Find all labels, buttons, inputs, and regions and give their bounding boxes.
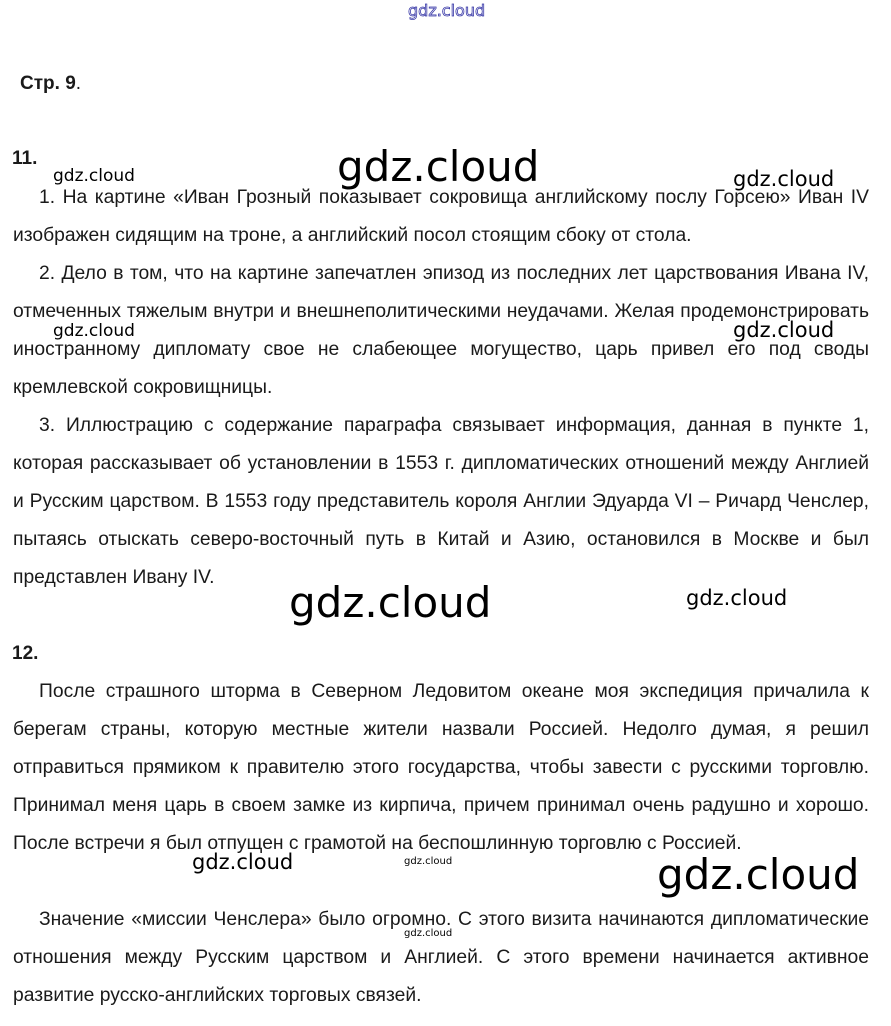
watermark: gdz.cloud [733, 167, 835, 191]
watermark-large: gdz.cloud [289, 578, 492, 627]
task-11-number: 11. [12, 148, 38, 169]
watermark: gdz.cloud [53, 166, 135, 186]
page-title-text: Стр. 9 [20, 73, 76, 94]
watermark-top: gdz.cloud [408, 1, 486, 20]
watermark-tiny: gdz.cloud [404, 856, 453, 867]
task-11-paragraph-3: 3. Иллюстрацию с содержание параграфа связывает информация, данная в пункте 1, которая рассказывает об установлении в 1553 г. дипломатических отношений между Англией и Русским царством. В 1553 году представитель короля Англии Эдуарда VI – Ричард Ченслер, пытаясь отыскать северо-восточный путь в Китай и Азию, остановился в Москве и был представлен Ивану IV. [13, 415, 869, 588]
watermark: gdz.cloud [686, 586, 788, 610]
page-title [20, 73, 81, 95]
task-11-paragraph-2: 2. Дело в том, что на картине запечатлен эпизод из последних лет царствования Ивана IV, отмеченных тяжелым внутри и внешнеполитическими неудачами. Желая продемонстрировать иностранному дипломату свое не слабеющее могущество, царь привел его под своды кремлевской сокровищницы. [13, 263, 869, 398]
watermark-tiny: gdz.cloud [404, 928, 453, 939]
watermark: gdz.cloud [192, 850, 294, 874]
task-12-paragraph-2: Значение «миссии Ченслера» было огромно. С этого визита начинаются дипломатические отношения между Русским царством и Англией. С этого времени начинается активное развитие русско-английских торговых связей. [13, 909, 869, 1006]
page-title-suffix: . [75, 73, 82, 94]
watermark-large: gdz.cloud [337, 142, 540, 191]
task-12-paragraph-1: После страшного шторма в Северном Ледовитом океане моя экспедиция причалила к берегам страны, которую местные жители назвали Россией. Недолго думая, я решил отправиться прямиком к правителю этого государства, чтобы завести с русскими торговлю. Принимал меня царь в своем замке из кирпича, причем принимал очень радушно и хорошо. После встречи я был отпущен с грамотой на беспошлинную торговлю с Россией. [13, 681, 869, 854]
watermark: gdz.cloud [733, 318, 835, 342]
task-12-number: 12. [12, 643, 39, 664]
watermark: gdz.cloud [53, 321, 135, 341]
watermark-large: gdz.cloud [657, 850, 860, 899]
task-11-paragraph-1: 1. На картине «Иван Грозный показывает сокровища английскому послу Горсею» Иван IV изображен сидящим на троне, а английский посол стоящим сбоку от стола. [13, 187, 869, 246]
